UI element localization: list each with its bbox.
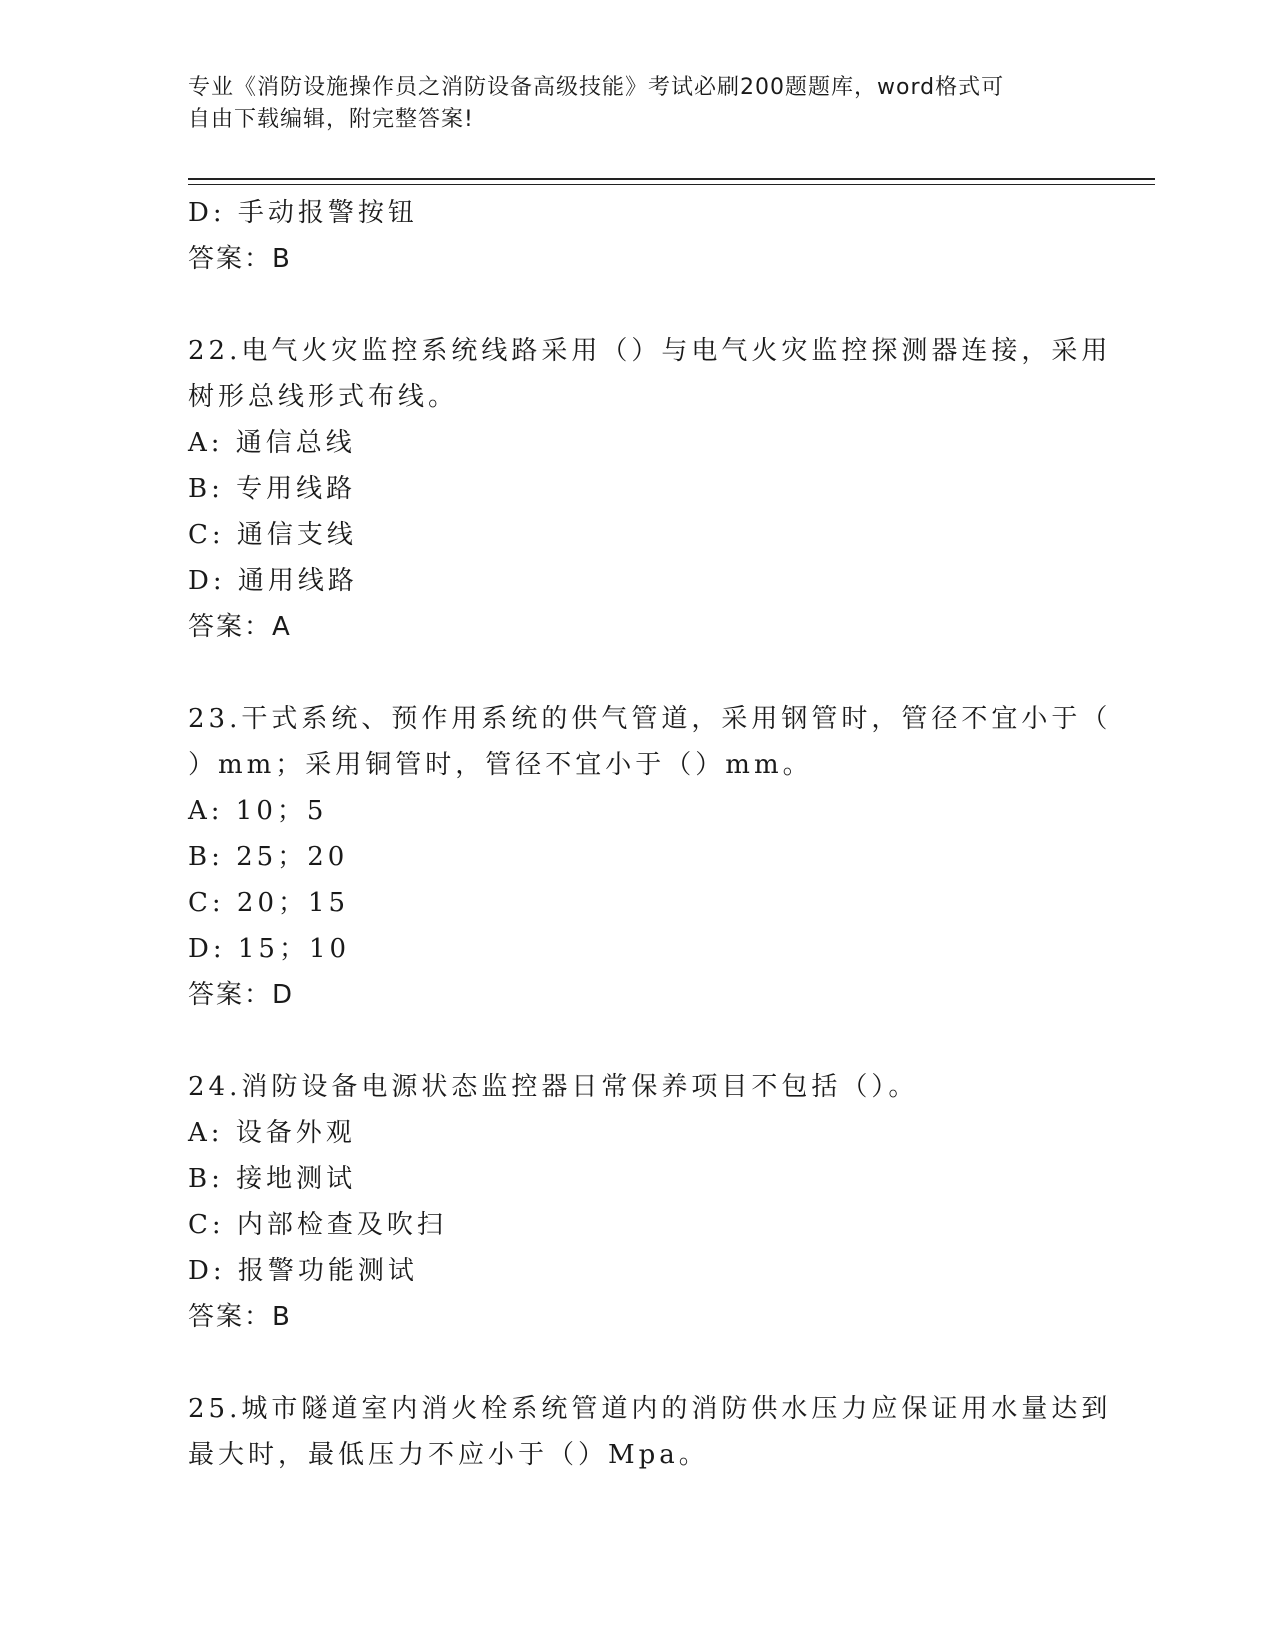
answer: 答案：D [188, 980, 295, 1010]
option-c: C: 通信支线 [188, 520, 357, 550]
header-divider [188, 178, 1155, 185]
page-header [188, 72, 1088, 136]
header-line-1: 专业《消防设施操作员之消防设备高级技能》考试必刷200题题库，word格式可 [188, 75, 1005, 100]
question-text: 24.消防设备电源状态监控器日常保养项目不包括（）。 [188, 1072, 919, 1102]
spacer [188, 1340, 1108, 1386]
question-text-cont: ）mm；采用铜管时，管径不宜小于（）mm。 [188, 750, 813, 780]
header-line-2: 自由下载编辑，附完整答案! [188, 107, 474, 132]
option-d: D: 15；10 [188, 934, 351, 964]
question-text-cont: 最大时，最低压力不应小于（）Mpa。 [188, 1440, 709, 1470]
spacer [188, 1018, 1108, 1064]
answer: 答案：A [188, 612, 292, 642]
question-block [188, 696, 1112, 1018]
option-a: A: 10；5 [188, 796, 328, 826]
question-block [188, 1386, 1112, 1478]
option-c: C: 内部检查及吹扫 [188, 1210, 447, 1240]
question-text: 25.城市隧道室内消火栓系统管道内的消防供水压力应保证用水量达到 [188, 1394, 1112, 1424]
answer: 答案：B [188, 1302, 292, 1332]
option-a: A: 设备外观 [188, 1118, 356, 1148]
question-text: 22.电气火灾监控系统线路采用（）与电气火灾监控探测器连接，采用 [188, 336, 1112, 366]
option-d: D: 手动报警按钮 [188, 198, 418, 228]
question-text: 23.干式系统、预作用系统的供气管道，采用钢管时，管径不宜小于（ [188, 704, 1112, 734]
document-body [188, 190, 1112, 1478]
question-block [188, 328, 1112, 650]
question-text-cont: 树形总线形式布线。 [188, 382, 459, 412]
option-d: D: 通用线路 [188, 566, 358, 596]
option-a: A: 通信总线 [188, 428, 356, 458]
option-b: B: 25；20 [188, 842, 349, 872]
option-b: B: 接地测试 [188, 1164, 357, 1194]
question-block [188, 1064, 1108, 1340]
option-d: D: 报警功能测试 [188, 1256, 418, 1286]
answer: 答案：B [188, 244, 292, 274]
option-c: C: 20；15 [188, 888, 350, 918]
spacer [188, 282, 1108, 328]
spacer [188, 650, 1108, 696]
option-b: B: 专用线路 [188, 474, 357, 504]
